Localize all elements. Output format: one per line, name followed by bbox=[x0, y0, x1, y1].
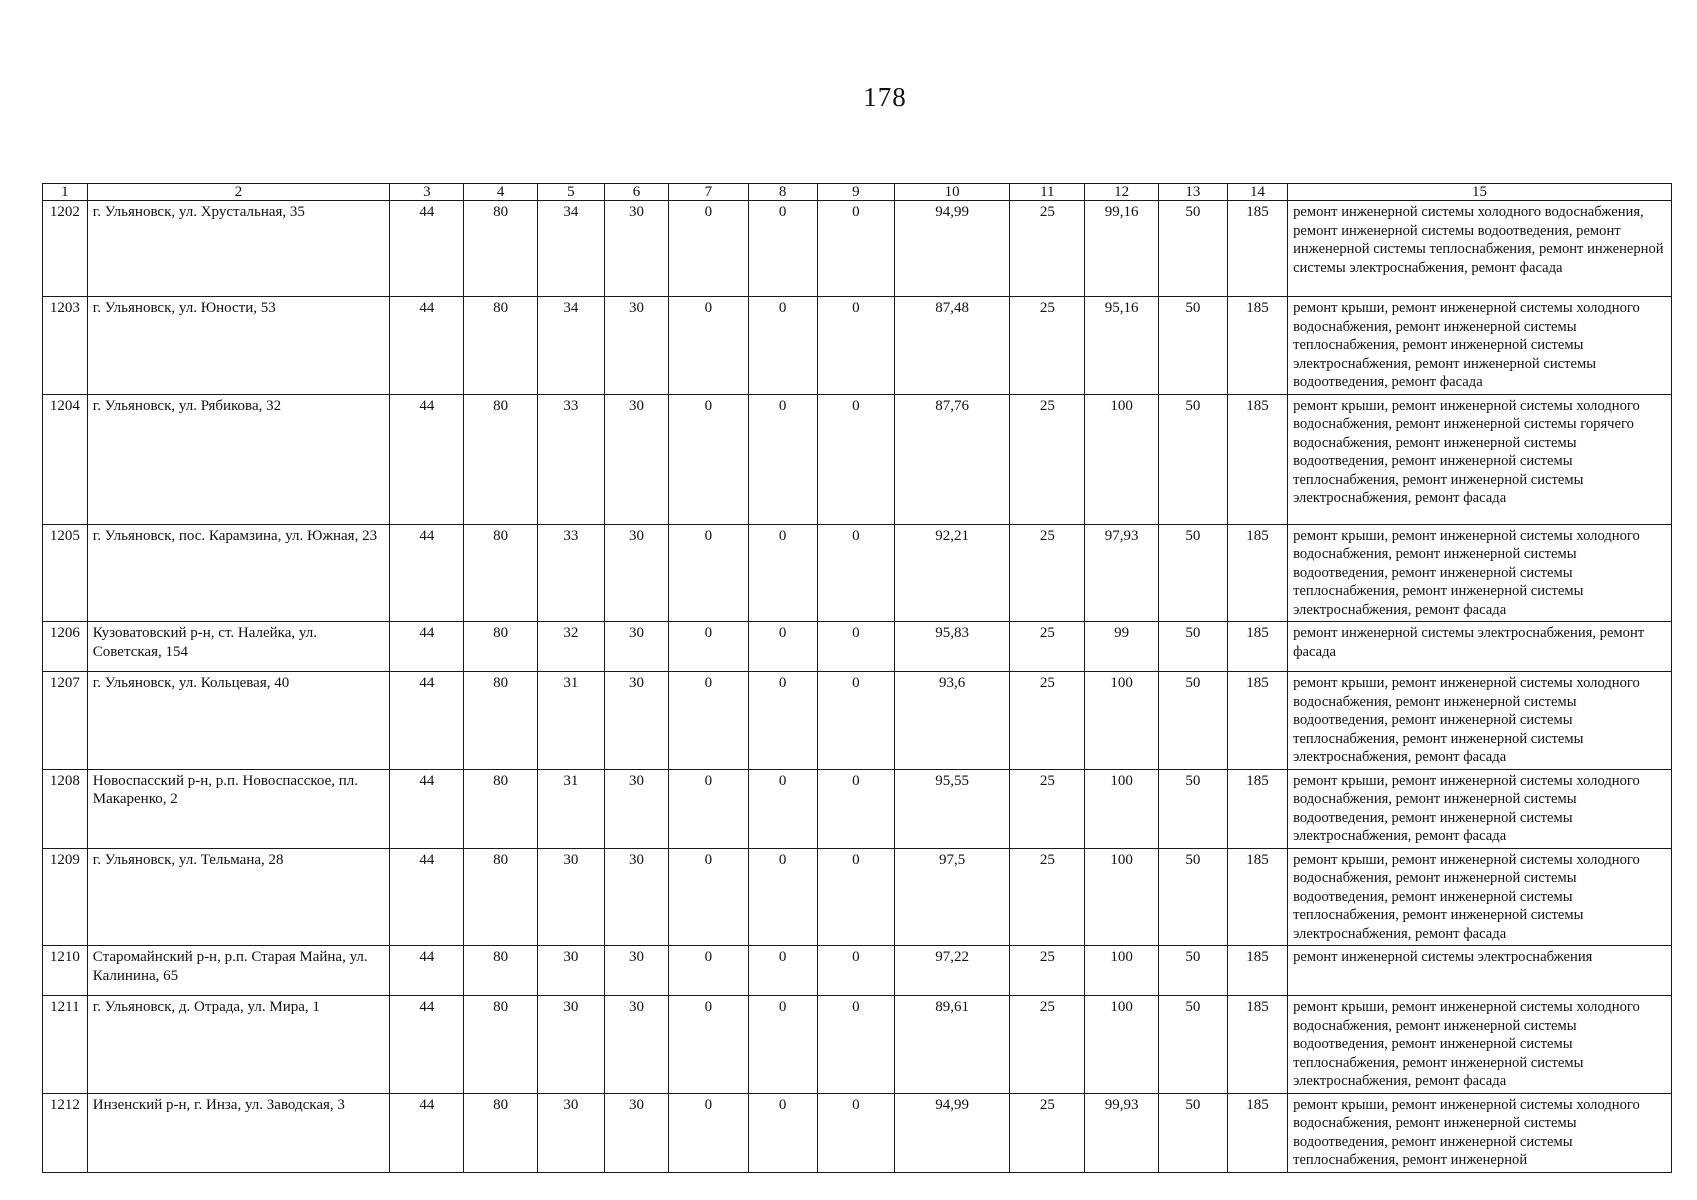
value-cell: 0 bbox=[748, 297, 817, 395]
address-cell: г. Ульяновск, ул. Хрустальная, 35 bbox=[87, 201, 389, 297]
value-cell: 50 bbox=[1158, 394, 1227, 524]
value-cell: 0 bbox=[669, 848, 748, 946]
value-cell: 34 bbox=[537, 297, 604, 395]
value-cell: 185 bbox=[1228, 1093, 1288, 1172]
value-cell: 93,6 bbox=[895, 672, 1010, 770]
column-header: 3 bbox=[390, 184, 464, 201]
value-cell: 0 bbox=[817, 672, 894, 770]
value-cell: 100 bbox=[1085, 946, 1158, 996]
row-id-cell: 1209 bbox=[43, 848, 88, 946]
value-cell: 80 bbox=[464, 672, 537, 770]
table-row bbox=[43, 769, 1672, 848]
value-cell: 80 bbox=[464, 394, 537, 524]
value-cell: 30 bbox=[604, 996, 668, 1094]
value-cell: 30 bbox=[604, 848, 668, 946]
column-header: 15 bbox=[1288, 184, 1672, 201]
address-cell: Кузоватовский р-н, ст. Налейка, ул. Советская, 154 bbox=[87, 622, 389, 672]
value-cell: 97,22 bbox=[895, 946, 1010, 996]
table-row bbox=[43, 996, 1672, 1094]
value-cell: 0 bbox=[748, 672, 817, 770]
column-header: 2 bbox=[87, 184, 389, 201]
value-cell: 30 bbox=[604, 297, 668, 395]
value-cell: 50 bbox=[1158, 848, 1227, 946]
row-id-cell: 1207 bbox=[43, 672, 88, 770]
value-cell: 30 bbox=[604, 524, 668, 622]
works-cell: ремонт крыши, ремонт инженерной системы холодного водоснабжения, ремонт инженерной системы водоотведения, ремонт инженерной системы теплоснабжения, ремонт инженерной системы электроснабжения, ремонт фасада bbox=[1288, 672, 1672, 770]
works-cell: ремонт крыши, ремонт инженерной системы холодного водоснабжения, ремонт инженерной системы теплоснабжения, ремонт инженерной системы электроснабжения, ремонт инженерной системы водоотведения, ремонт фасада bbox=[1288, 297, 1672, 395]
address-cell: Новоспасский р-н, р.п. Новоспасское, пл. Макаренко, 2 bbox=[87, 769, 389, 848]
value-cell: 185 bbox=[1228, 672, 1288, 770]
value-cell: 0 bbox=[669, 622, 748, 672]
value-cell: 0 bbox=[817, 769, 894, 848]
row-id-cell: 1208 bbox=[43, 769, 88, 848]
value-cell: 0 bbox=[817, 848, 894, 946]
value-cell: 44 bbox=[390, 672, 464, 770]
table-row bbox=[43, 622, 1672, 672]
address-cell: г. Ульяновск, ул. Тельмана, 28 bbox=[87, 848, 389, 946]
value-cell: 44 bbox=[390, 946, 464, 996]
value-cell: 32 bbox=[537, 622, 604, 672]
value-cell: 185 bbox=[1228, 622, 1288, 672]
value-cell: 31 bbox=[537, 672, 604, 770]
column-number-header-row bbox=[43, 184, 1672, 201]
value-cell: 0 bbox=[669, 672, 748, 770]
value-cell: 100 bbox=[1085, 848, 1158, 946]
value-cell: 44 bbox=[390, 297, 464, 395]
value-cell: 50 bbox=[1158, 201, 1227, 297]
value-cell: 80 bbox=[464, 769, 537, 848]
value-cell: 44 bbox=[390, 848, 464, 946]
value-cell: 30 bbox=[537, 848, 604, 946]
value-cell: 80 bbox=[464, 201, 537, 297]
value-cell: 50 bbox=[1158, 524, 1227, 622]
value-cell: 30 bbox=[604, 622, 668, 672]
page-number: 178 bbox=[863, 82, 907, 112]
value-cell: 80 bbox=[464, 524, 537, 622]
value-cell: 0 bbox=[669, 996, 748, 1094]
value-cell: 100 bbox=[1085, 672, 1158, 770]
table-row bbox=[43, 1093, 1672, 1172]
value-cell: 50 bbox=[1158, 769, 1227, 848]
works-cell: ремонт крыши, ремонт инженерной системы холодного водоснабжения, ремонт инженерной системы водоотведения, ремонт инженерной системы теплоснабжения, ремонт инженерной системы электроснабжения, ремонт фасада bbox=[1288, 996, 1672, 1094]
value-cell: 25 bbox=[1010, 622, 1085, 672]
value-cell: 30 bbox=[604, 769, 668, 848]
value-cell: 95,16 bbox=[1085, 297, 1158, 395]
value-cell: 25 bbox=[1010, 672, 1085, 770]
value-cell: 44 bbox=[390, 201, 464, 297]
row-id-cell: 1203 bbox=[43, 297, 88, 395]
value-cell: 92,21 bbox=[895, 524, 1010, 622]
value-cell: 97,93 bbox=[1085, 524, 1158, 622]
value-cell: 0 bbox=[669, 946, 748, 996]
table-row bbox=[43, 201, 1672, 297]
value-cell: 44 bbox=[390, 996, 464, 1094]
row-id-cell: 1204 bbox=[43, 394, 88, 524]
value-cell: 25 bbox=[1010, 769, 1085, 848]
value-cell: 99 bbox=[1085, 622, 1158, 672]
value-cell: 31 bbox=[537, 769, 604, 848]
value-cell: 89,61 bbox=[895, 996, 1010, 1094]
works-cell: ремонт крыши, ремонт инженерной системы холодного водоснабжения, ремонт инженерной системы водоотведения, ремонт инженерной системы теплоснабжения, ремонт инженерной bbox=[1288, 1093, 1672, 1172]
value-cell: 25 bbox=[1010, 946, 1085, 996]
value-cell: 100 bbox=[1085, 394, 1158, 524]
column-header: 1 bbox=[43, 184, 88, 201]
row-id-cell: 1210 bbox=[43, 946, 88, 996]
value-cell: 25 bbox=[1010, 996, 1085, 1094]
column-header: 11 bbox=[1010, 184, 1085, 201]
value-cell: 50 bbox=[1158, 996, 1227, 1094]
value-cell: 0 bbox=[817, 394, 894, 524]
value-cell: 0 bbox=[817, 524, 894, 622]
value-cell: 94,99 bbox=[895, 201, 1010, 297]
row-id-cell: 1211 bbox=[43, 996, 88, 1094]
value-cell: 0 bbox=[817, 201, 894, 297]
column-header: 8 bbox=[748, 184, 817, 201]
repair-register-table bbox=[42, 183, 1672, 1173]
address-cell: г. Ульяновск, ул. Кольцевая, 40 bbox=[87, 672, 389, 770]
value-cell: 25 bbox=[1010, 1093, 1085, 1172]
value-cell: 99,93 bbox=[1085, 1093, 1158, 1172]
value-cell: 97,5 bbox=[895, 848, 1010, 946]
row-id-cell: 1202 bbox=[43, 201, 88, 297]
works-cell: ремонт инженерной системы электроснабжения, ремонт фасада bbox=[1288, 622, 1672, 672]
value-cell: 30 bbox=[604, 394, 668, 524]
address-cell: г. Ульяновск, ул. Юности, 53 bbox=[87, 297, 389, 395]
column-header: 14 bbox=[1228, 184, 1288, 201]
value-cell: 0 bbox=[669, 201, 748, 297]
value-cell: 50 bbox=[1158, 946, 1227, 996]
value-cell: 0 bbox=[669, 297, 748, 395]
row-id-cell: 1205 bbox=[43, 524, 88, 622]
value-cell: 80 bbox=[464, 848, 537, 946]
value-cell: 50 bbox=[1158, 622, 1227, 672]
value-cell: 50 bbox=[1158, 672, 1227, 770]
value-cell: 50 bbox=[1158, 297, 1227, 395]
value-cell: 33 bbox=[537, 394, 604, 524]
value-cell: 0 bbox=[669, 394, 748, 524]
value-cell: 25 bbox=[1010, 848, 1085, 946]
address-cell: Старомайнский р-н, р.п. Старая Майна, ул. Калинина, 65 bbox=[87, 946, 389, 996]
column-header: 7 bbox=[669, 184, 748, 201]
value-cell: 0 bbox=[748, 996, 817, 1094]
value-cell: 30 bbox=[537, 1093, 604, 1172]
value-cell: 44 bbox=[390, 769, 464, 848]
value-cell: 44 bbox=[390, 394, 464, 524]
column-header: 5 bbox=[537, 184, 604, 201]
value-cell: 80 bbox=[464, 622, 537, 672]
value-cell: 80 bbox=[464, 946, 537, 996]
value-cell: 0 bbox=[669, 769, 748, 848]
address-cell: Инзенский р-н, г. Инза, ул. Заводская, 3 bbox=[87, 1093, 389, 1172]
value-cell: 80 bbox=[464, 1093, 537, 1172]
value-cell: 0 bbox=[748, 201, 817, 297]
value-cell: 25 bbox=[1010, 297, 1085, 395]
row-id-cell: 1212 bbox=[43, 1093, 88, 1172]
value-cell: 185 bbox=[1228, 297, 1288, 395]
table-row bbox=[43, 297, 1672, 395]
value-cell: 0 bbox=[748, 848, 817, 946]
value-cell: 185 bbox=[1228, 996, 1288, 1094]
value-cell: 100 bbox=[1085, 996, 1158, 1094]
table-row bbox=[43, 946, 1672, 996]
column-header: 10 bbox=[895, 184, 1010, 201]
value-cell: 87,76 bbox=[895, 394, 1010, 524]
value-cell: 95,83 bbox=[895, 622, 1010, 672]
value-cell: 185 bbox=[1228, 201, 1288, 297]
value-cell: 25 bbox=[1010, 394, 1085, 524]
column-header: 6 bbox=[604, 184, 668, 201]
value-cell: 0 bbox=[817, 946, 894, 996]
value-cell: 185 bbox=[1228, 848, 1288, 946]
column-header: 4 bbox=[464, 184, 537, 201]
value-cell: 30 bbox=[537, 996, 604, 1094]
value-cell: 0 bbox=[817, 1093, 894, 1172]
works-cell: ремонт крыши, ремонт инженерной системы холодного водоснабжения, ремонт инженерной системы водоотведения, ремонт инженерной системы теплоснабжения, ремонт инженерной системы электроснабжения, ремонт фасада bbox=[1288, 848, 1672, 946]
column-header: 13 bbox=[1158, 184, 1227, 201]
row-id-cell: 1206 bbox=[43, 622, 88, 672]
value-cell: 30 bbox=[604, 946, 668, 996]
works-cell: ремонт крыши, ремонт инженерной системы холодного водоснабжения, ремонт инженерной системы водоотведения, ремонт инженерной системы теплоснабжения, ремонт инженерной системы электроснабжения, ремонт фасада bbox=[1288, 524, 1672, 622]
value-cell: 44 bbox=[390, 622, 464, 672]
address-cell: г. Ульяновск, д. Отрада, ул. Мира, 1 bbox=[87, 996, 389, 1094]
value-cell: 94,99 bbox=[895, 1093, 1010, 1172]
value-cell: 44 bbox=[390, 1093, 464, 1172]
table-row bbox=[43, 848, 1672, 946]
value-cell: 0 bbox=[669, 524, 748, 622]
table-row bbox=[43, 394, 1672, 524]
value-cell: 185 bbox=[1228, 524, 1288, 622]
value-cell: 0 bbox=[669, 1093, 748, 1172]
value-cell: 0 bbox=[748, 1093, 817, 1172]
address-cell: г. Ульяновск, пос. Карамзина, ул. Южная, 23 bbox=[87, 524, 389, 622]
value-cell: 185 bbox=[1228, 946, 1288, 996]
value-cell: 0 bbox=[748, 524, 817, 622]
value-cell: 185 bbox=[1228, 769, 1288, 848]
value-cell: 30 bbox=[604, 1093, 668, 1172]
value-cell: 0 bbox=[748, 622, 817, 672]
value-cell: 30 bbox=[537, 946, 604, 996]
value-cell: 34 bbox=[537, 201, 604, 297]
value-cell: 87,48 bbox=[895, 297, 1010, 395]
works-cell: ремонт крыши, ремонт инженерной системы холодного водоснабжения, ремонт инженерной системы горячего водоснабжения, ремонт инженерной системы водоотведения, ремонт инженерной системы теплоснабжения, ремонт инженерной системы электроснабжения, ремонт фасада bbox=[1288, 394, 1672, 524]
works-cell: ремонт инженерной системы холодного водоснабжения, ремонт инженерной системы водоотведения, ремонт инженерной системы теплоснабжения, ремонт инженерной системы электроснабжения, ремонт фасада bbox=[1288, 201, 1672, 297]
value-cell: 30 bbox=[604, 201, 668, 297]
value-cell: 33 bbox=[537, 524, 604, 622]
value-cell: 100 bbox=[1085, 769, 1158, 848]
value-cell: 0 bbox=[817, 622, 894, 672]
value-cell: 99,16 bbox=[1085, 201, 1158, 297]
column-header: 9 bbox=[817, 184, 894, 201]
value-cell: 0 bbox=[748, 946, 817, 996]
value-cell: 0 bbox=[817, 996, 894, 1094]
value-cell: 50 bbox=[1158, 1093, 1227, 1172]
value-cell: 80 bbox=[464, 297, 537, 395]
value-cell: 0 bbox=[748, 769, 817, 848]
value-cell: 25 bbox=[1010, 524, 1085, 622]
value-cell: 0 bbox=[817, 297, 894, 395]
value-cell: 44 bbox=[390, 524, 464, 622]
value-cell: 30 bbox=[604, 672, 668, 770]
table-row bbox=[43, 672, 1672, 770]
value-cell: 95,55 bbox=[895, 769, 1010, 848]
works-cell: ремонт инженерной системы электроснабжения bbox=[1288, 946, 1672, 996]
value-cell: 80 bbox=[464, 996, 537, 1094]
value-cell: 185 bbox=[1228, 394, 1288, 524]
value-cell: 0 bbox=[748, 394, 817, 524]
table-row bbox=[43, 524, 1672, 622]
works-cell: ремонт крыши, ремонт инженерной системы холодного водоснабжения, ремонт инженерной системы водоотведения, ремонт инженерной системы электроснабжения, ремонт фасада bbox=[1288, 769, 1672, 848]
value-cell: 25 bbox=[1010, 201, 1085, 297]
column-header: 12 bbox=[1085, 184, 1158, 201]
address-cell: г. Ульяновск, ул. Рябикова, 32 bbox=[87, 394, 389, 524]
